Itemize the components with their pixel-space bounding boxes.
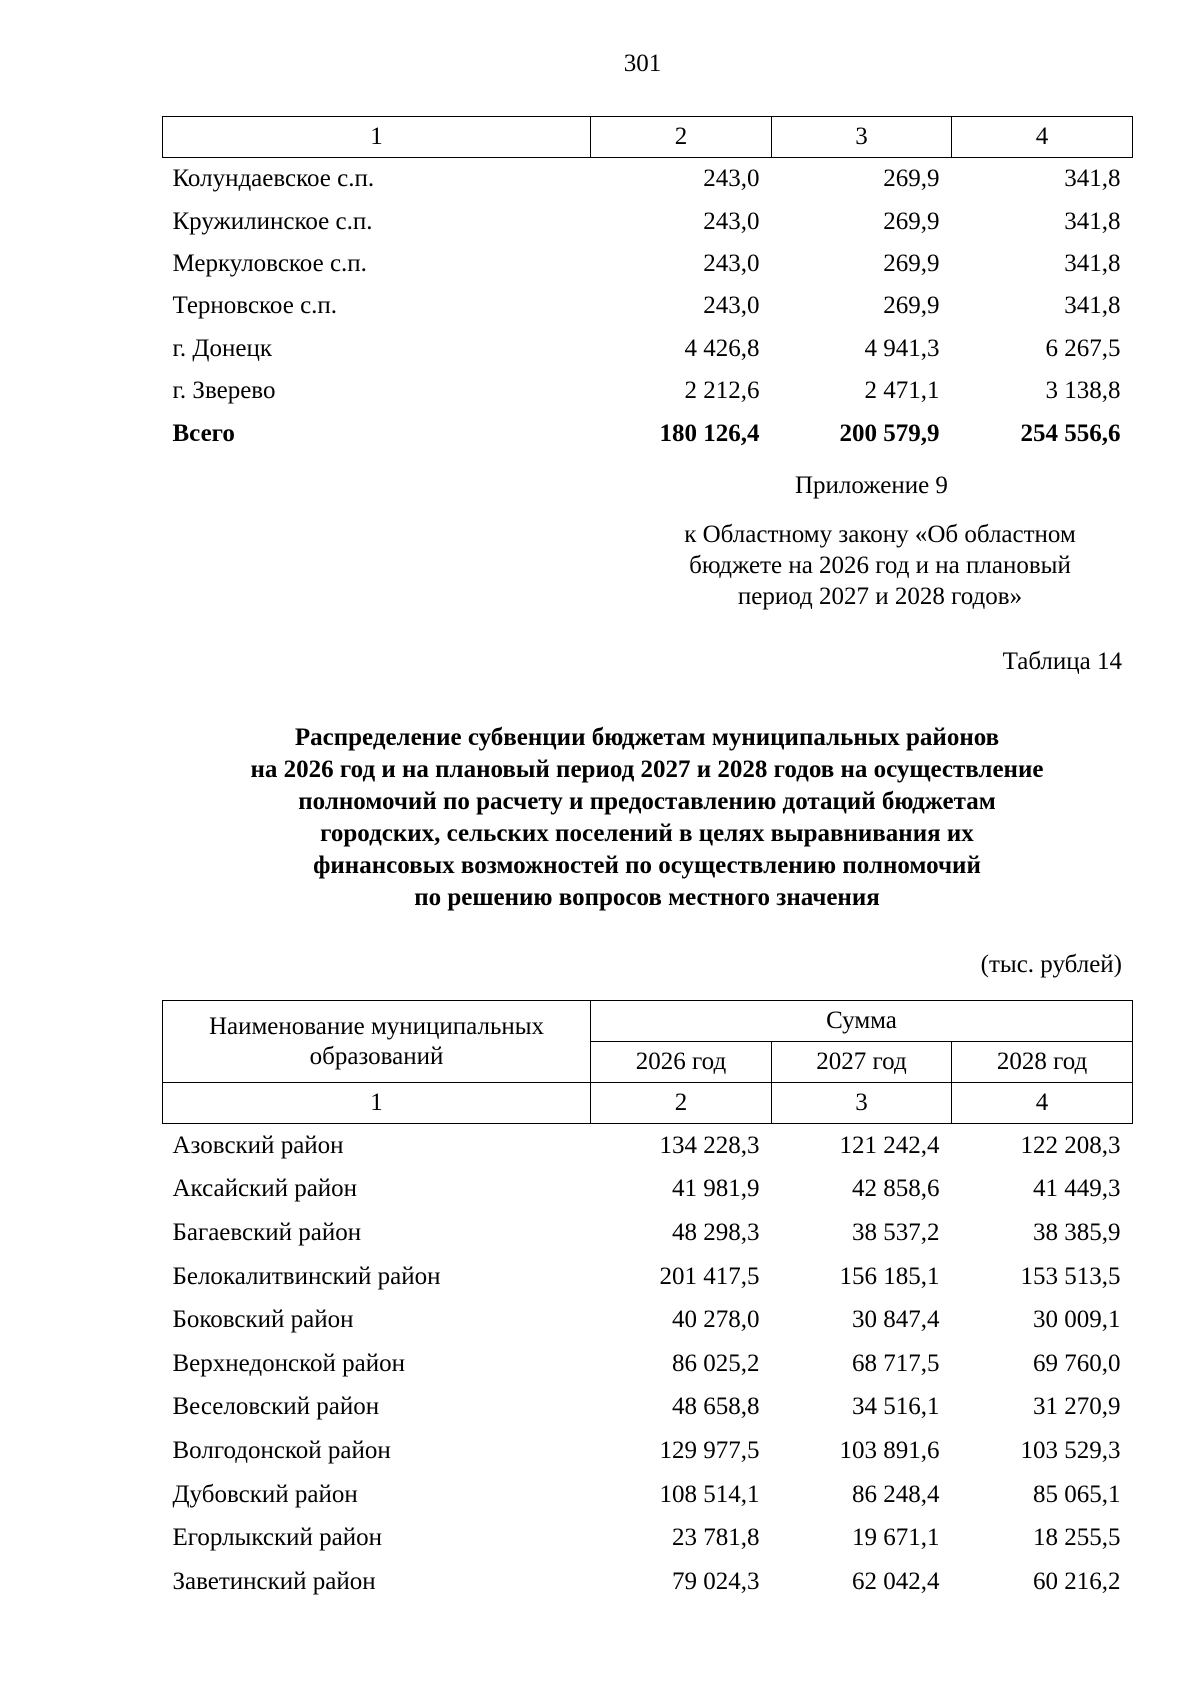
value-2027: 62 042,4 [852,1567,940,1595]
municipality-name: Кружилинское с.п. [172,207,373,235]
value-2028: 60 216,2 [1033,1567,1121,1595]
table-row [163,1386,1133,1430]
value-2026: 2 212,6 [684,377,760,405]
value-2027: 4 941,3 [864,334,940,362]
title-line: Распределение субвенции бюджетам муниципальных районов [294,724,1000,751]
name-column-header: Наименование муниципальных образований [163,1001,591,1083]
year-header: 2027 год [772,1042,952,1083]
district-name: Боковский район [172,1306,354,1334]
table-row [163,1429,1133,1473]
municipality-name: Меркуловское с.п. [172,249,367,277]
table-row [163,1473,1133,1517]
district-name: Верхнедонской район [172,1349,405,1377]
value-2028: 69 760,0 [1033,1349,1121,1377]
column-number-row [163,117,1133,158]
value-2027: 269,9 [883,207,940,235]
column-number-row [163,1083,1133,1124]
appendix-label: Приложение 9 [795,472,948,499]
total-label: Всего [172,419,235,447]
district-name: Белокалитвинский район [172,1262,441,1290]
value-2028: 31 270,9 [1033,1393,1121,1421]
law-reference [640,519,1120,612]
value-2028: 122 208,3 [1020,1131,1121,1159]
district-name: Азовский район [172,1131,344,1159]
value-2027: 30 847,4 [852,1306,940,1334]
district-name: Заветинский район [172,1567,376,1595]
column-number: 4 [952,117,1133,158]
value-2027: 34 516,1 [852,1393,940,1421]
header-row [163,1001,1133,1042]
table-label: Таблица 14 [1002,648,1122,675]
table-row [163,1342,1133,1386]
district-name: Веселовский район [172,1393,380,1421]
value-2027: 156 185,1 [839,1262,940,1290]
value-2026: 243,0 [703,249,760,277]
table-row [163,1516,1133,1560]
district-name: Багаевский район [172,1218,362,1246]
district-name: Дубовский район [172,1480,358,1508]
table-row [163,1560,1133,1604]
value-2026: 79 024,3 [672,1567,760,1595]
total-row [163,412,1133,454]
subvention-table [162,1000,1133,1604]
law-reference-line: к Областному закону «Об областном [684,521,1076,548]
value-2027: 269,9 [883,249,940,277]
title-line: на 2026 год и на плановый период 2027 и 2028 годов на осуществление [250,756,1044,783]
municipality-name: г. Зверево [172,377,276,405]
value-2027: 2 471,1 [864,377,940,405]
column-number: 1 [163,117,591,158]
value-2028: 341,8 [1064,165,1121,193]
value-2027: 86 248,4 [852,1480,940,1508]
value-2028: 341,8 [1064,292,1121,320]
table-row [163,1124,1133,1168]
value-2026: 40 278,0 [672,1306,760,1334]
table-row [163,1298,1133,1342]
value-2027: 19 671,1 [852,1524,940,1552]
units-label: (тыс. рублей) [980,951,1122,978]
column-number: 2 [591,1083,772,1124]
value-2028: 41 449,3 [1033,1175,1121,1203]
page-number: 301 [623,50,662,77]
value-2027: 121 242,4 [839,1131,940,1159]
value-2028: 341,8 [1064,207,1121,235]
year-header: 2028 год [952,1042,1133,1083]
law-reference-line: период 2027 и 2028 годов» [737,583,1023,610]
column-number: 2 [591,117,772,158]
value-2028: 38 385,9 [1033,1218,1121,1246]
value-2028: 3 138,8 [1045,377,1121,405]
sum-header: Сумма [591,1001,1133,1042]
value-2028: 153 513,5 [1020,1262,1121,1290]
value-2026: 134 228,3 [659,1131,760,1159]
title-line: городских, сельских поселений в целях выравнивания их [320,820,974,847]
table-row [163,243,1133,285]
value-2026: 108 514,1 [659,1480,760,1508]
table-row [163,285,1133,327]
value-2026: 129 977,5 [659,1436,760,1464]
column-number: 4 [952,1083,1133,1124]
column-number: 3 [772,1083,952,1124]
value-2026: 41 981,9 [672,1175,760,1203]
value-2026: 201 417,5 [659,1262,760,1290]
district-name: Аксайский район [172,1175,358,1203]
value-2026: 48 658,8 [672,1393,760,1421]
title-line: по решению вопросов местного значения [414,884,880,911]
value-2028: 85 065,1 [1033,1480,1121,1508]
district-name: Егорлыкский район [172,1524,382,1552]
law-reference-line: бюджете на 2026 год и на плановый [689,552,1071,579]
table-row [163,328,1133,370]
value-2026: 23 781,8 [672,1524,760,1552]
document-title [162,722,1132,914]
table-row [163,1211,1133,1255]
value-2028: 30 009,1 [1033,1306,1121,1334]
value-2028: 18 255,5 [1033,1524,1121,1552]
column-number: 1 [163,1083,591,1124]
year-header: 2026 год [591,1042,772,1083]
value-2026: 86 025,2 [672,1349,760,1377]
value-2027: 38 537,2 [852,1218,940,1246]
continued-table [162,116,1133,455]
table-row [163,370,1133,412]
value-2026: 243,0 [703,165,760,193]
value-2026: 243,0 [703,207,760,235]
value-2026: 4 426,8 [684,334,760,362]
district-name: Волгодонской район [172,1436,391,1464]
value-2027: 269,9 [883,165,940,193]
title-line: финансовых возможностей по осуществлению полномочий [313,852,981,879]
value-2027: 269,9 [883,292,940,320]
value-2027: 42 858,6 [852,1175,940,1203]
value-2028: 6 267,5 [1045,334,1121,362]
municipality-name: Колундаевское с.п. [172,165,375,193]
table-row [163,1255,1133,1299]
municipality-name: г. Донецк [172,334,272,362]
table-row [163,1168,1133,1212]
table-row [163,158,1133,201]
column-number: 3 [772,117,952,158]
table-row [163,200,1133,242]
title-line: полномочий по расчету и предоставлению дотаций бюджетам [298,788,996,815]
value-2027: 68 717,5 [852,1349,940,1377]
value-2028: 341,8 [1064,249,1121,277]
total-2026: 180 126,4 [659,419,760,447]
total-2028: 254 556,6 [1020,419,1121,447]
municipality-name: Терновское с.п. [172,292,338,320]
value-2028: 103 529,3 [1020,1436,1121,1464]
value-2027: 103 891,6 [839,1436,940,1464]
value-2026: 48 298,3 [672,1218,760,1246]
total-2027: 200 579,9 [839,419,940,447]
value-2026: 243,0 [703,292,760,320]
